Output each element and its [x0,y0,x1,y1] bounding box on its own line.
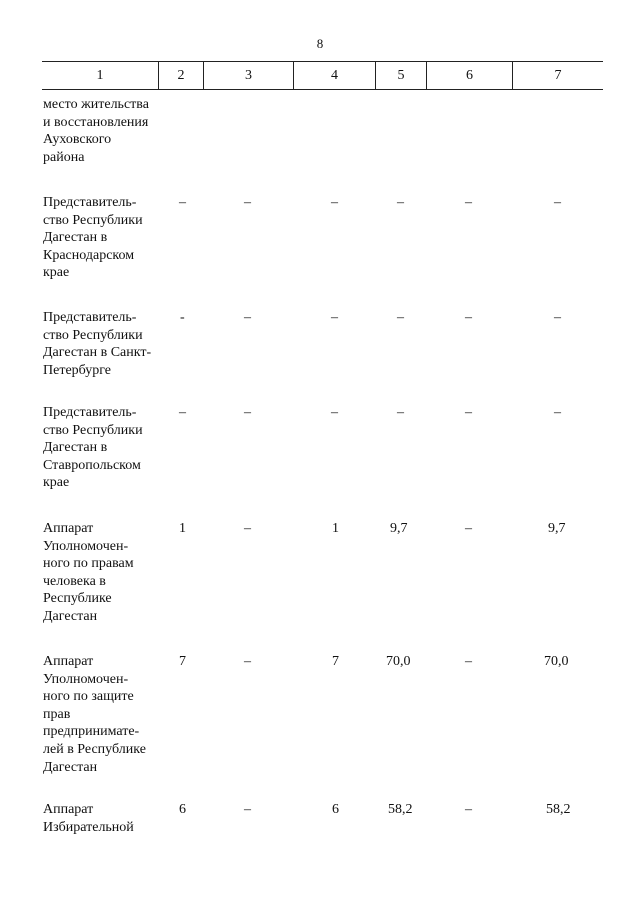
cell-col-4: – [331,310,338,325]
cell-col-3: – [244,521,251,536]
page-number: 8 [316,36,324,51]
cell-col-4: – [331,405,338,420]
header-col-7: 7 [554,67,562,83]
cell-col-3: – [244,405,251,420]
cell-col-7: – [554,405,561,420]
cell-col-3: – [244,195,251,210]
row-label: Представитель- ство Республики Дагестан в Ставропольском крае [43,405,143,491]
row-label: Аппарат Уполномочен- ного по защите прав предпринимате- лей в Республике Дагестан [43,654,146,775]
cell-col-2: – [179,195,186,210]
cell-col-4: 1 [332,521,339,536]
cell-col-6: – [465,195,472,210]
cell-col-2: 7 [179,654,186,669]
cell-col-2: 1 [179,521,186,536]
cell-col-7: – [554,195,561,210]
cell-col-7: 58,2 [546,802,571,817]
cell-col-5: – [397,310,404,325]
cell-col-7: – [554,310,561,325]
cell-col-5: 70,0 [386,654,411,669]
header-col-5: 5 [376,62,427,89]
cell-col-3: – [244,802,251,817]
header-col-2: 2 [159,62,204,89]
table-header-row [42,61,603,90]
cell-col-2: - [180,310,185,325]
cell-col-7: 70,0 [544,654,569,669]
row-label: Представитель- ство Республики Дагестан в Краснодарском крае [43,195,143,281]
row-label: Аппарат Избирательной [43,802,134,835]
cell-col-4: 7 [332,654,339,669]
cell-col-3: – [244,654,251,669]
header-col-4: 4 [294,62,376,89]
cell-col-4: 6 [332,802,339,817]
cell-col-2: – [179,405,186,420]
cell-col-3: – [244,310,251,325]
row-label: Представитель- ство Республики Дагестан в Санкт- Петербурге [43,310,152,378]
row-label: Аппарат Уполномочен- ного по правам человека в Республике Дагестан [43,521,134,624]
cell-col-6: – [465,802,472,817]
cell-col-6: – [465,521,472,536]
header-col-1: 1 [42,62,159,89]
cell-col-6: – [465,405,472,420]
cell-col-6: – [465,654,472,669]
cell-col-5: 9,7 [390,521,408,536]
budget-table [42,61,603,835]
cell-col-5: – [397,405,404,420]
row-label: место жительства и восстановления Ауховского района [43,97,149,165]
cell-col-5: 58,2 [388,802,413,817]
header-col-6: 6 [427,62,513,89]
cell-col-7: 9,7 [548,521,566,536]
cell-col-6: – [465,310,472,325]
cell-col-5: – [397,195,404,210]
cell-col-2: 6 [179,802,186,817]
cell-col-4: – [331,195,338,210]
header-col-3: 3 [204,62,294,89]
